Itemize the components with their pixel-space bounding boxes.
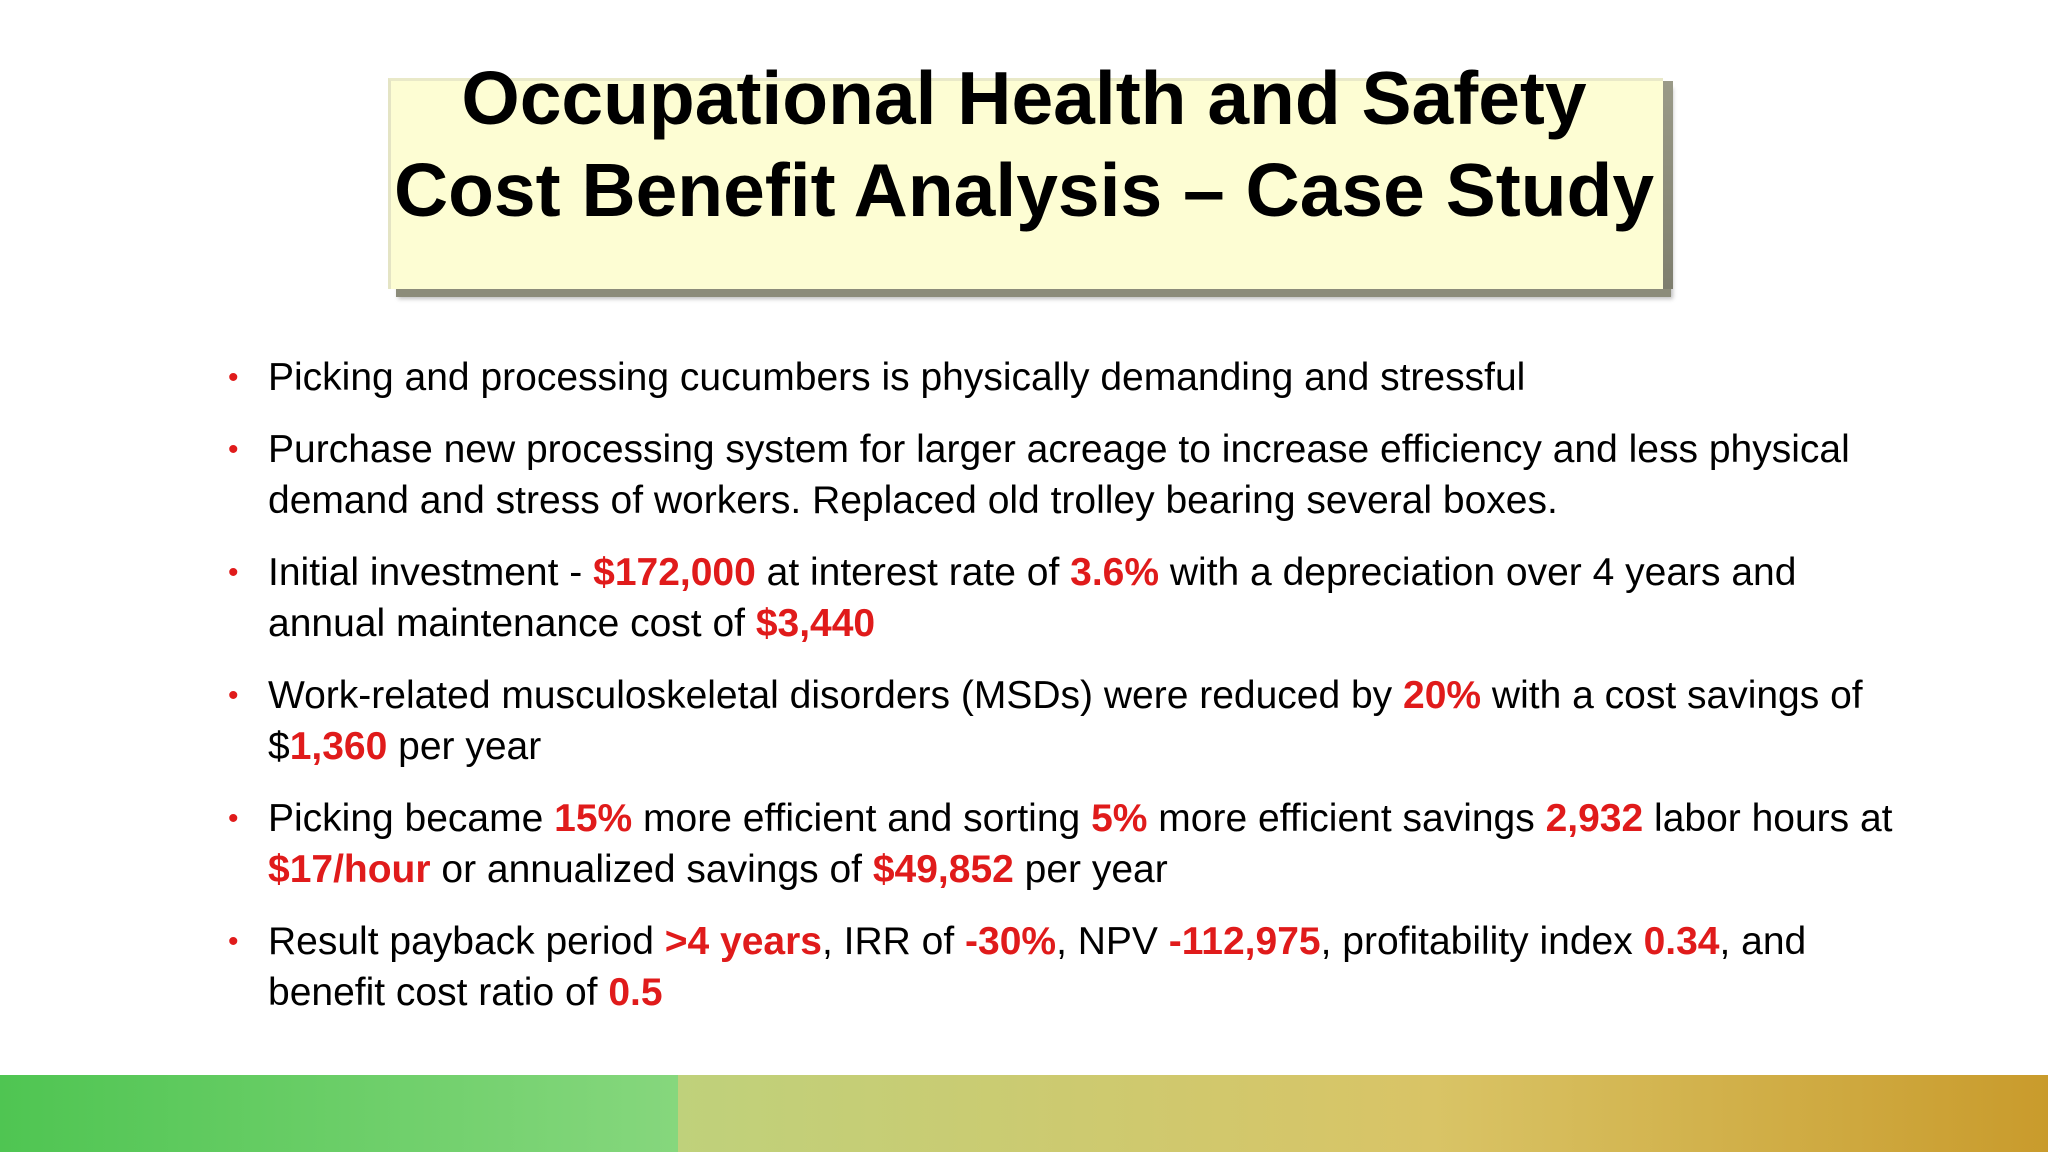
bullet-text: more efficient and sorting <box>632 797 1092 840</box>
bullet-text: with a cost savings of $ <box>268 674 1863 768</box>
bullet-text: , NPV <box>1056 920 1169 963</box>
bullet-dot-icon: • <box>228 361 239 394</box>
bullet-text: Picking and processing cucumbers is physically demanding and stressful <box>268 356 1526 399</box>
footer-band-left <box>0 1075 678 1152</box>
bullet-item <box>228 916 1908 1018</box>
bullet-dot-icon: • <box>228 802 239 835</box>
highlighted-value: -112,975 <box>1168 920 1321 963</box>
highlighted-value: $17/hour <box>268 848 431 891</box>
bullet-item <box>228 547 1908 649</box>
bullet-list <box>228 352 1908 1039</box>
highlighted-value: 3.6% <box>1070 551 1160 594</box>
bullet-item <box>228 793 1908 895</box>
bullet-dot-icon: • <box>228 925 239 958</box>
highlighted-value: 2,932 <box>1545 797 1644 840</box>
highlighted-value: $49,852 <box>872 848 1014 891</box>
bullet-text: , IRR of <box>821 920 966 963</box>
highlighted-value: >4 years <box>664 920 822 963</box>
highlighted-value: 15% <box>554 797 633 840</box>
highlighted-value: 0.34 <box>1643 920 1720 963</box>
bullet-item <box>228 424 1908 526</box>
bullet-text: Result payback period <box>268 920 665 963</box>
footer-band <box>0 1075 2048 1152</box>
bullet-text: Picking became <box>268 797 555 840</box>
slide-title: Occupational Health and Safety Cost Benefit Analysis – Case Study <box>393 56 1655 232</box>
bullet-text: Initial investment - <box>268 551 594 594</box>
highlighted-value: 5% <box>1091 797 1148 840</box>
bullet-text: or annualized savings of <box>430 848 873 891</box>
bullet-dot-icon: • <box>228 433 239 466</box>
bullet-text: per year <box>1013 848 1168 891</box>
bullet-text: with a depreciation over 4 years and annual maintenance cost of <box>268 551 1797 645</box>
highlighted-value: $3,440 <box>755 602 876 645</box>
bullet-dot-icon: • <box>228 679 239 712</box>
bullet-text: more efficient savings <box>1147 797 1546 840</box>
bullet-text: Purchase new processing system for larger acreage to increase efficiency and less physical demand and stress of workers. Replaced old trolley bearing several boxes. <box>268 428 1850 522</box>
highlighted-value: $172,000 <box>593 551 756 594</box>
footer-band-right <box>678 1075 2048 1152</box>
bullet-text: labor hours at <box>1643 797 1893 840</box>
bullet-text: Work-related musculoskeletal disorders (MSDs) were reduced by <box>268 674 1404 717</box>
highlighted-value: 0.5 <box>608 971 663 1014</box>
bullet-text: per year <box>387 725 542 768</box>
highlighted-value: 1,360 <box>289 725 388 768</box>
bullet-text: , and benefit cost ratio of <box>268 920 1807 1014</box>
highlighted-value: 20% <box>1403 674 1482 717</box>
bullet-item <box>228 670 1908 772</box>
bullet-text: , profitability index <box>1320 920 1644 963</box>
bullet-text: at interest rate of <box>755 551 1071 594</box>
bullet-dot-icon: • <box>228 556 239 589</box>
bullet-item <box>228 352 1908 403</box>
highlighted-value: -30% <box>965 920 1057 963</box>
